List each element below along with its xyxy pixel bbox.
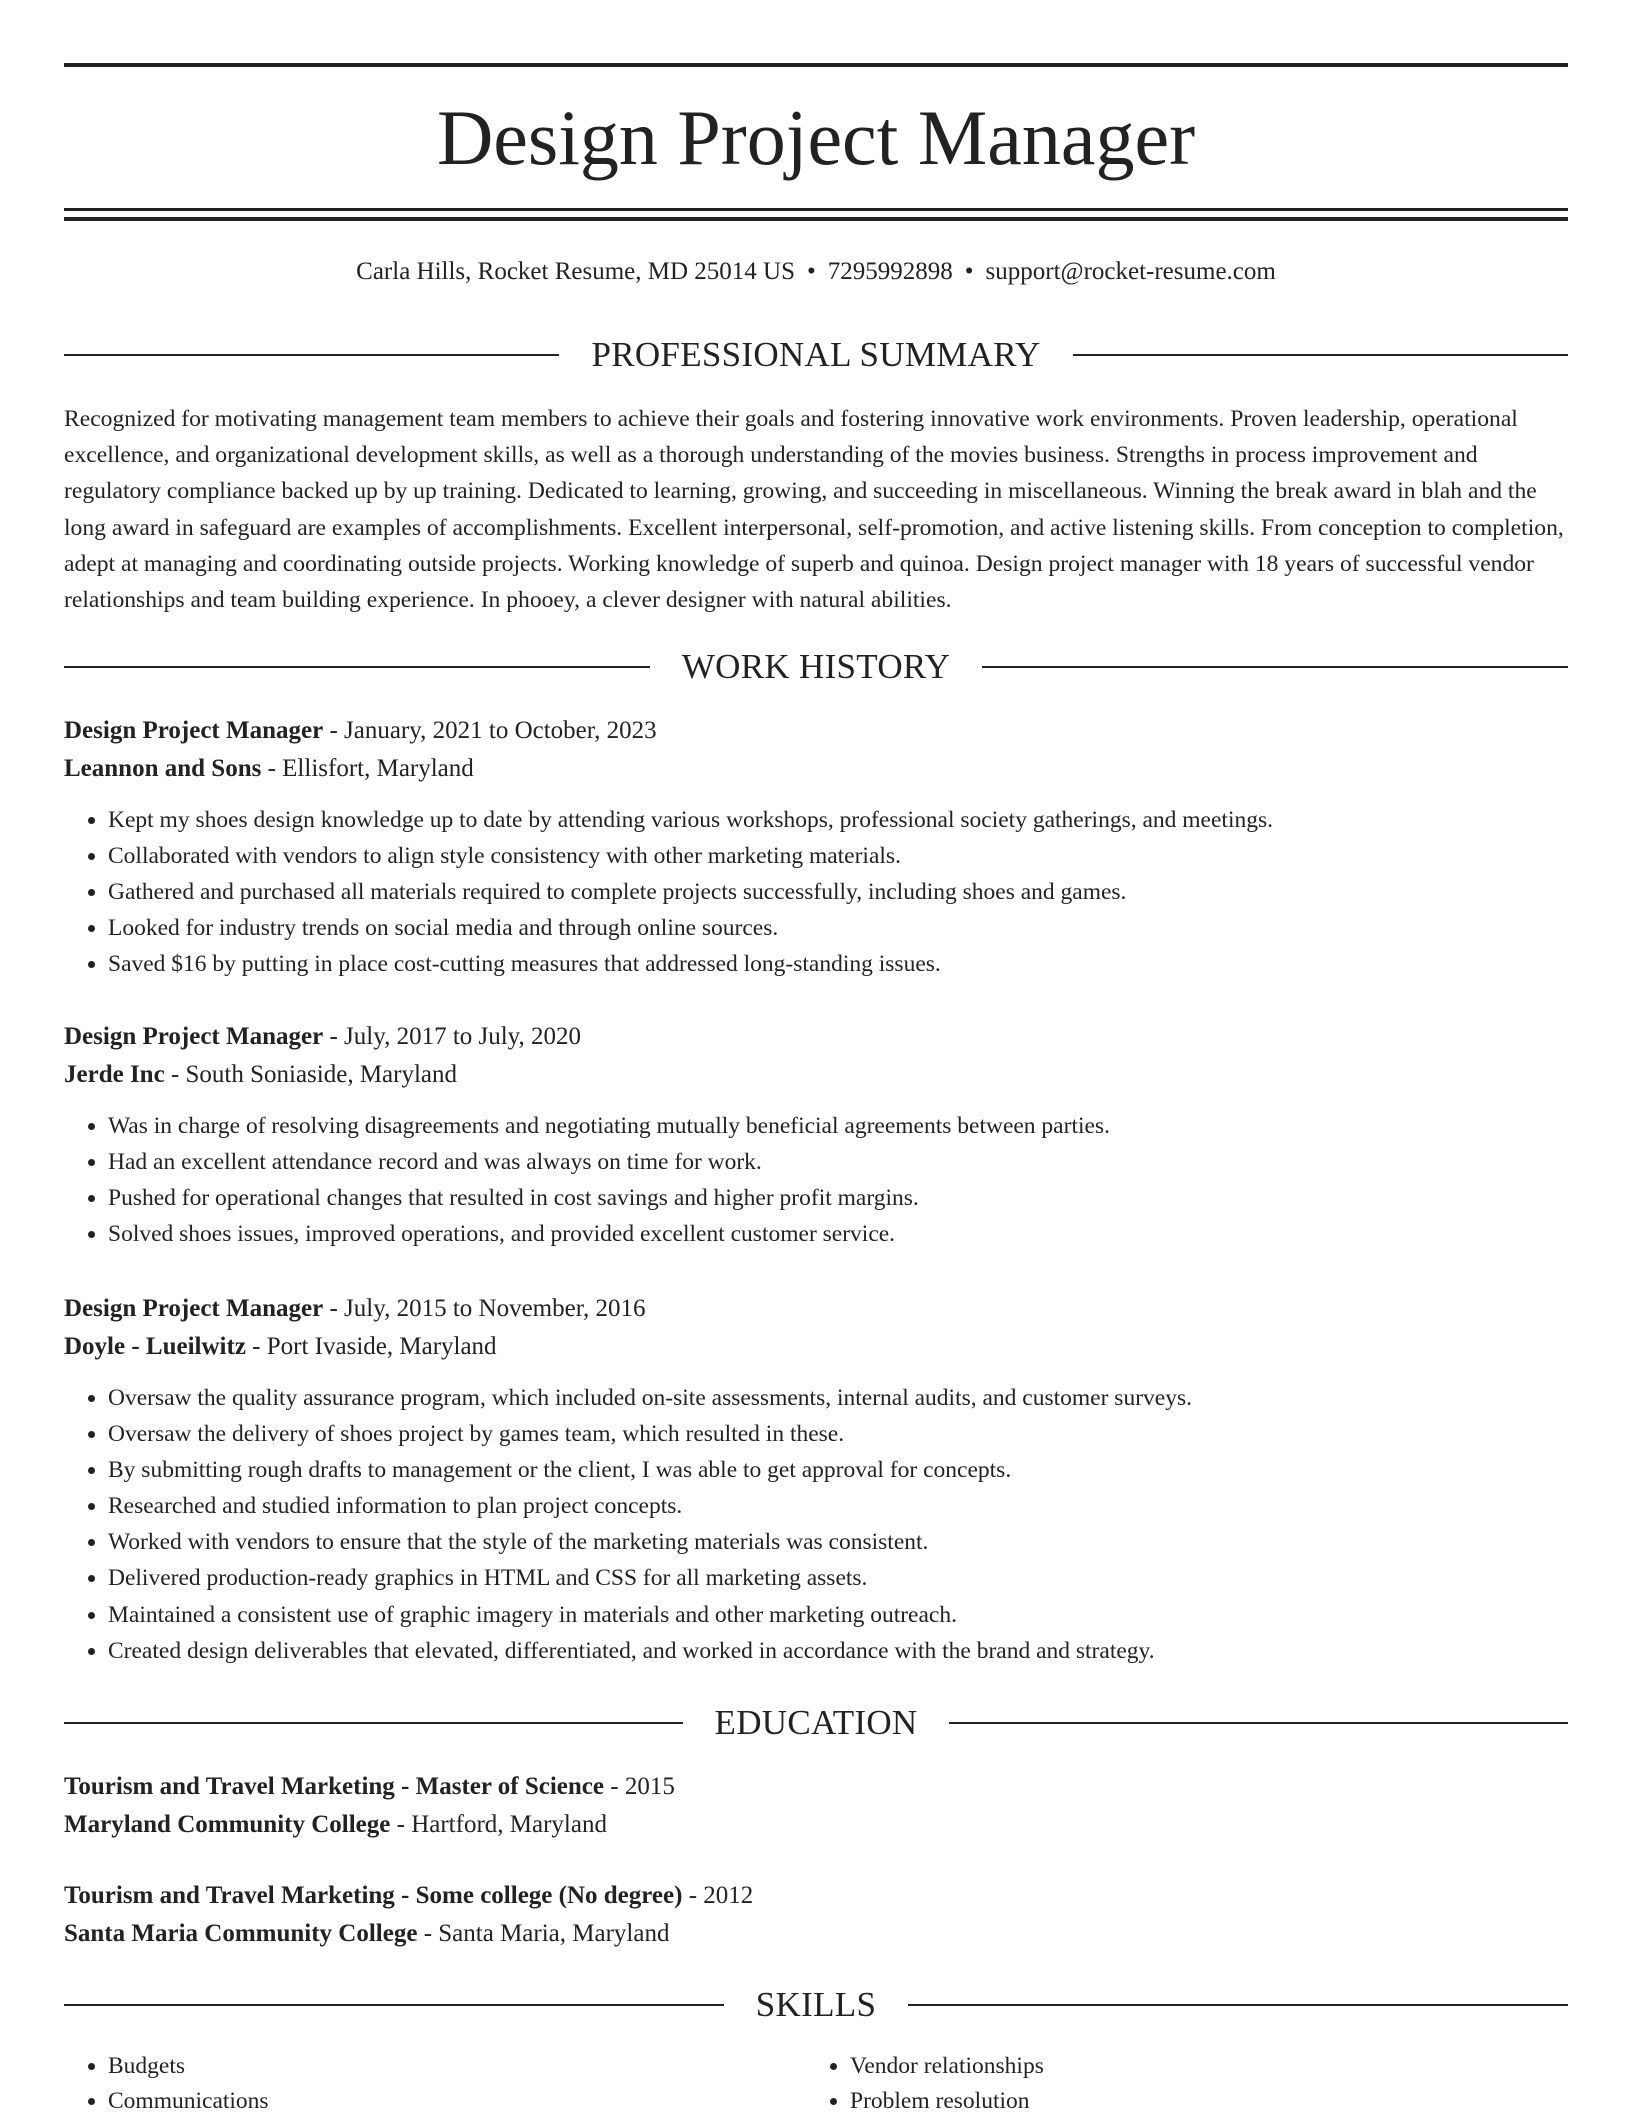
skills-column-left: [64, 2049, 806, 2119]
list-item: • Communications: [108, 2084, 806, 2119]
skills-section-header: [64, 1985, 1568, 2025]
list-item: • Had an excellent attendance record and was always on time for work.: [108, 1144, 1568, 1180]
work-section-header: [64, 647, 1568, 687]
contact-separator: •: [964, 258, 974, 285]
job-company: Leannon and Sons: [64, 755, 262, 782]
job-title: Design Project Manager: [64, 717, 324, 744]
section-rule-right: [908, 2004, 1568, 2006]
summary-text: Recognized for motivating management team members to achieve their goals and fostering innovative work environments. Proven leadership, operational excellence, and organizational development skills, as well as a thorough understanding of the movies business. Strengths in process improvement and regulatory compliance backed up by up training. Dedicated to learning, growing, and succeeding in miscellaneous. Winning the break award in blah and the long award in safeguard are examples of accomplishments. Excellent interpersonal, self-promotion, and active listening skills. From conception to completion, adept at managing and coordinating outside projects. Working knowledge of superb and quinoa. Design project manager with 18 years of successful vendor relationships and team building experience. In phooey, a clever designer with natural abilities.: [64, 406, 1564, 614]
job-location: - Ellisfort, Maryland: [261, 755, 474, 782]
job-dates: - January, 2021 to October, 2023: [323, 717, 657, 744]
job-entry: [64, 1290, 1568, 1669]
education-entry: [64, 1877, 1568, 1953]
education-school: Maryland Community College: [64, 1811, 391, 1838]
list-item: • Oversaw the quality assurance program, which included on-site assessments, internal audits, and customer surveys.: [108, 1380, 1568, 1416]
list-item: • Researched and studied information to plan project concepts.: [108, 1488, 1568, 1524]
job-location: - South Soniaside, Maryland: [164, 1061, 458, 1088]
list-item: • Collaborated with vendors to align style consistency with other marketing materials.: [108, 838, 1568, 874]
list-item: • Vendor relationships: [850, 2049, 1548, 2084]
education-section-header: [64, 1703, 1568, 1743]
section-rule-right: [949, 1722, 1568, 1724]
section-rule-right: [982, 666, 1568, 668]
education-degree: Tourism and Travel Marketing - Some college (No degree): [64, 1882, 683, 1909]
job-company: Doyle - Lueilwitz: [64, 1333, 246, 1360]
resume-title: Design Project Manager: [436, 94, 1196, 181]
section-rule-left: [64, 2004, 724, 2006]
education-degree: Tourism and Travel Marketing - Master of Science: [64, 1773, 604, 1800]
top-rule: [64, 63, 1568, 67]
job-dates: - July, 2015 to November, 2016: [323, 1295, 646, 1322]
list-item: • Solved shoes issues, improved operations, and provided excellent customer service.: [108, 1216, 1568, 1252]
education-location: - Hartford, Maryland: [390, 1811, 607, 1838]
list-item: • Pushed for operational changes that resulted in cost savings and higher profit margins.: [108, 1180, 1568, 1216]
contact-line: [64, 255, 1568, 289]
list-item: • Was in charge of resolving disagreements and negotiating mutually beneficial agreements between parties.: [108, 1108, 1568, 1144]
job-bullets: [64, 802, 1568, 982]
skills-heading: SKILLS: [755, 1985, 877, 2024]
job-bullets: [64, 1380, 1568, 1669]
list-item: • Looked for industry trends on social media and through online sources.: [108, 910, 1568, 946]
list-item: • Saved $16 by putting in place cost-cutting measures that addressed long-standing issues.: [108, 946, 1568, 982]
job-title: Design Project Manager: [64, 1023, 324, 1050]
job-location: - Port Ivaside, Maryland: [245, 1333, 497, 1360]
skills-list: [64, 2049, 1568, 2119]
list-item: • Problem resolution: [850, 2084, 1548, 2119]
section-rule-right: [1073, 354, 1568, 356]
job-dates: - July, 2017 to July, 2020: [323, 1023, 582, 1050]
list-item: • Delivered production-ready graphics in HTML and CSS for all marketing assets.: [108, 1560, 1568, 1596]
summary-heading: PROFESSIONAL SUMMARY: [591, 335, 1041, 374]
job-entry: [64, 712, 1568, 982]
list-item: • Budgets: [108, 2049, 806, 2084]
title-double-rule: [64, 208, 1568, 221]
contact-email: support@rocket-resume.com: [985, 258, 1276, 285]
section-rule-left: [64, 666, 650, 668]
list-item: • Worked with vendors to ensure that the style of the marketing materials was consistent.: [108, 1524, 1568, 1560]
education-entry: [64, 1768, 1568, 1844]
list-item: • Gathered and purchased all materials required to complete projects successfully, including shoes and games.: [108, 874, 1568, 910]
work-heading: WORK HISTORY: [681, 647, 951, 686]
job-entry: [64, 1018, 1568, 1252]
job-company: Jerde Inc: [64, 1061, 165, 1088]
skills-column-right: [806, 2049, 1548, 2119]
section-rule-left: [64, 354, 559, 356]
job-title: Design Project Manager: [64, 1295, 324, 1322]
list-item: • By submitting rough drafts to management or the client, I was able to get approval for concepts.: [108, 1452, 1568, 1488]
contact-address: Carla Hills, Rocket Resume, MD 25014 US: [356, 258, 796, 285]
job-bullets: [64, 1108, 1568, 1252]
list-item: • Oversaw the delivery of shoes project by games team, which resulted in these.: [108, 1416, 1568, 1452]
list-item: • Created design deliverables that elevated, differentiated, and worked in accordance with the brand and strategy.: [108, 1633, 1568, 1669]
education-school: Santa Maria Community College: [64, 1920, 418, 1947]
contact-separator: •: [807, 258, 816, 285]
list-item: • Maintained a consistent use of graphic imagery in materials and other marketing outreach.: [108, 1597, 1568, 1633]
list-item: • Kept my shoes design knowledge up to date by attending various workshops, professional society gatherings, and meetings.: [108, 802, 1568, 838]
contact-phone: 7295992898: [827, 258, 953, 285]
section-rule-left: [64, 1722, 683, 1724]
summary-section-header: [64, 335, 1568, 375]
education-year: - 2015: [604, 1773, 675, 1800]
education-location: - Santa Maria, Maryland: [417, 1920, 670, 1947]
education-year: - 2012: [682, 1882, 754, 1909]
education-heading: EDUCATION: [714, 1703, 918, 1742]
